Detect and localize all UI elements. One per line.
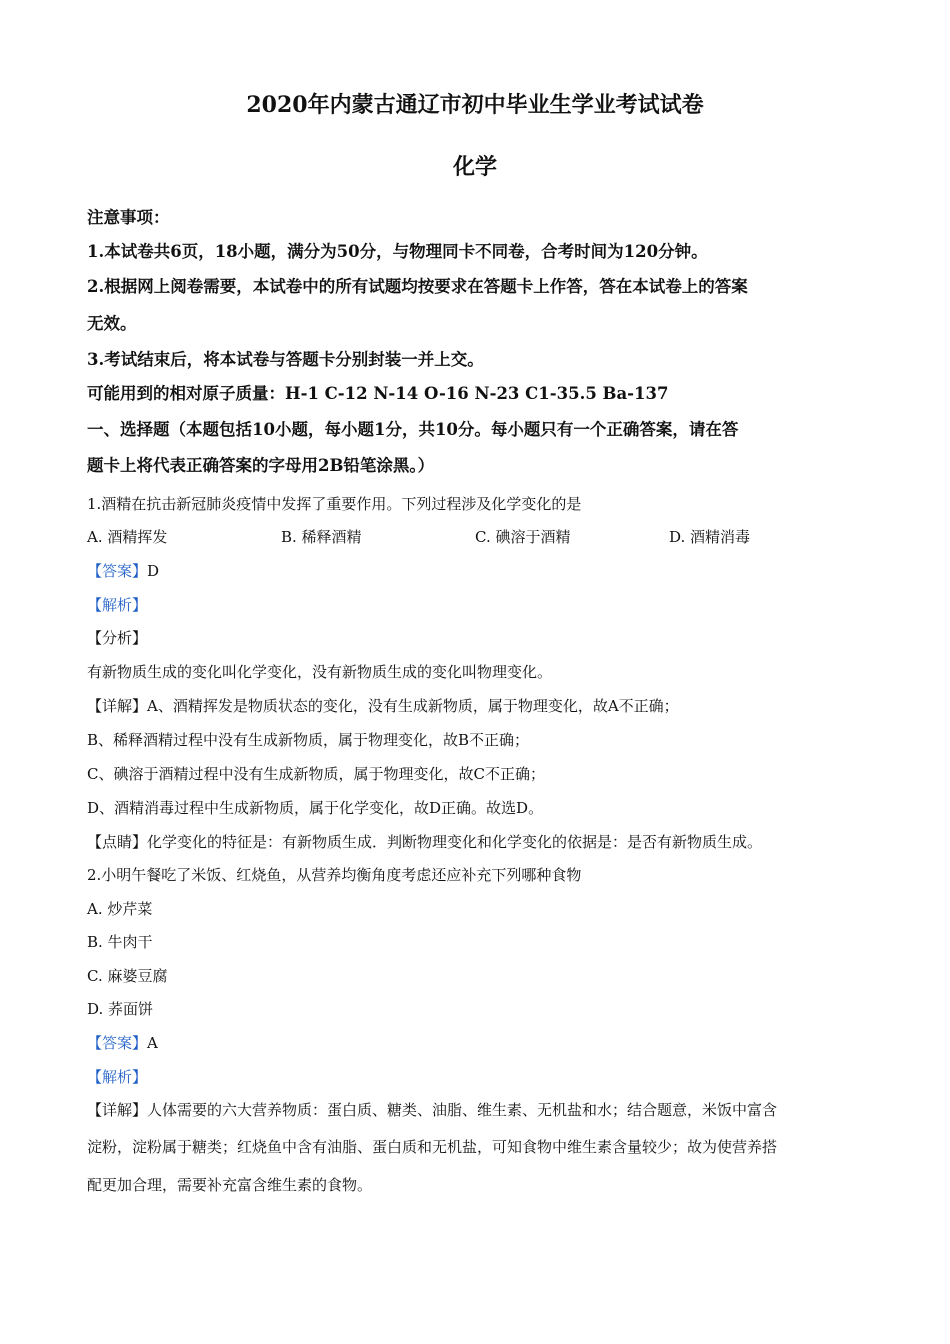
q1-detail-c: C、碘溶于酒精过程中没有生成新物质，属于物理变化，故C不正确； [87, 765, 545, 783]
section-1-heading-line-2: 题卡上将代表正确答案的字母用2B铅笔涂黑。） [87, 456, 435, 475]
section-1-heading-line-1: 一、选择题（本题包括10小题，每小题1分，共10分。每小题只有一个正确答案，请在答 [87, 420, 739, 439]
q2-stem: 2.小明午餐吃了米饭、红烧鱼，从营养均衡角度考虑还应补充下列哪种食物 [87, 866, 582, 884]
q1-option-c: C. 碘溶于酒精 [475, 528, 571, 546]
atomic-masses: 可能用到的相对原子质量：H-1 C-12 N-14 O-16 N-23 C1-35.5 Ba-137 [87, 384, 669, 403]
q1-detail-d: D、酒精消毒过程中生成新物质，属于化学变化，故D正确。故选D。 [87, 799, 544, 817]
q1-dianjing-line [87, 832, 762, 852]
q1-detail-a-line [87, 696, 679, 716]
q1-fenxi-tag: 【分析】 [87, 629, 148, 647]
q1-fenxi: 有新物质生成的变化叫化学变化，没有新物质生成的变化叫物理变化。 [87, 663, 553, 681]
q1-option-b: B. 稀释酒精 [281, 528, 362, 546]
notice-item-3: 3.考试结束后，将本试卷与答题卡分别封装一并上交。 [87, 350, 484, 369]
q2-option-b: B. 牛肉干 [87, 933, 153, 951]
q2-detail-line-1 [87, 1100, 777, 1120]
q1-option-d: D. 酒精消毒 [669, 528, 751, 546]
q1-answer: D [147, 562, 160, 580]
q1-stem: 1.酒精在抗击新冠肺炎疫情中发挥了重要作用。下列过程涉及化学变化的是 [87, 495, 582, 513]
q2-analysis-tag: 【解析】 [87, 1068, 148, 1086]
notice-heading: 注意事项： [87, 208, 170, 227]
q2-detail-line-2: 淀粉，淀粉属于糖类；红烧鱼中含有油脂、蛋白质和无机盐，可知食物中维生素含量较少；故为使营养搭 [87, 1138, 778, 1156]
exam-title: 2020年内蒙古通辽市初中毕业生学业考试试卷 [246, 92, 704, 118]
subject-title: 化学 [452, 154, 497, 180]
notice-item-1: 1.本试卷共6页，18小题，满分为50分，与物理同卡不同卷，合考时间为120分钟。 [87, 242, 708, 261]
q2-option-d: D. 荞面饼 [87, 1000, 154, 1018]
q2-option-a: A. 炒芹菜 [87, 900, 153, 918]
q1-option-a: A. 酒精挥发 [87, 528, 168, 546]
q1-detail-b: B、稀释酒精过程中没有生成新物质，属于物理变化，故B不正确； [87, 731, 530, 749]
notice-item-2-line-2: 无效。 [87, 314, 137, 333]
q1-analysis-tag: 【解析】 [87, 596, 148, 614]
q1-dianjing-tag: 【点睛】 [87, 833, 148, 851]
q2-answer: A [147, 1034, 158, 1052]
q2-detail-1: 人体需要的六大营养物质：蛋白质、糖类、油脂、维生素、无机盐和水；结合题意，米饭中富含 [147, 1101, 778, 1119]
q2-detail-tag: 【详解】 [87, 1101, 148, 1119]
q1-detail-tag: 【详解】 [87, 697, 148, 715]
q1-answer-line [87, 561, 159, 581]
q2-answer-line [87, 1033, 158, 1053]
q1-answer-tag: 【答案】 [87, 562, 148, 580]
q2-detail-line-3: 配更加合理，需要补充富含维生素的食物。 [87, 1176, 373, 1194]
q2-answer-tag: 【答案】 [87, 1034, 148, 1052]
notice-item-2-line-1: 2.根据网上阅卷需要，本试卷中的所有试题均按要求在答题卡上作答，答在本试卷上的答案 [87, 277, 748, 296]
q1-dianjing: 化学变化的特征是：有新物质生成．判断物理变化和化学变化的依据是：是否有新物质生成。 [147, 833, 763, 851]
q2-option-c: C. 麻婆豆腐 [87, 967, 168, 985]
q1-detail-a: A、酒精挥发是物质状态的变化，没有生成新物质，属于物理变化，故A不正确； [147, 697, 679, 715]
